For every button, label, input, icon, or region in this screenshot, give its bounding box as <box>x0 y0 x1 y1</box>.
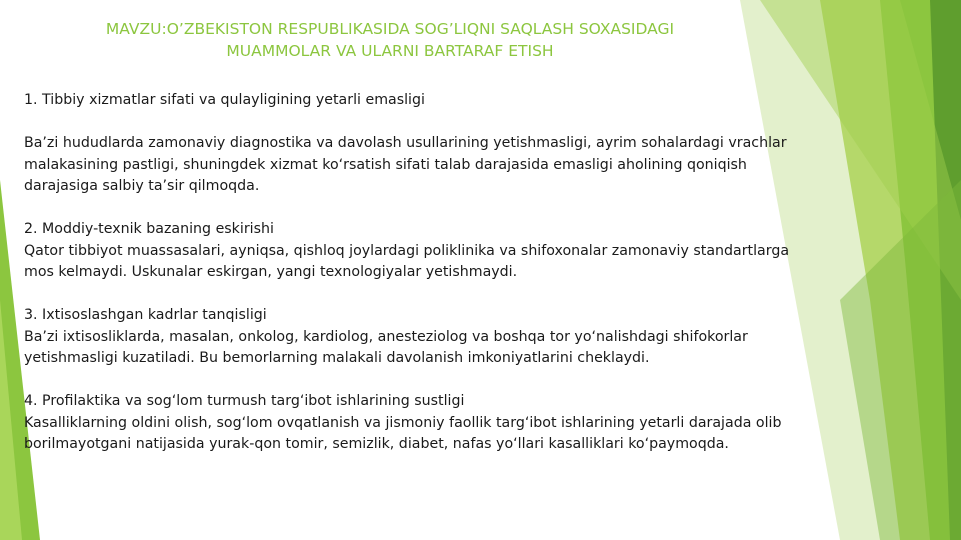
section-heading: 1. Tibbiy xizmatlar sifati va qulayligining yetarli emasligi <box>24 92 425 108</box>
section-text-line: malakasining pastligi, shuningdek xizmat ko‘rsatish sifati talab darajasida emasligi aholining qoniqish <box>24 156 747 173</box>
section-text-line: Kasalliklarning oldini olish, sog‘lom ovqatlanish va jismoniy faollik targ‘ibot ishlarining yetarli darajada olib <box>24 414 782 431</box>
section-3 <box>24 305 924 370</box>
section-heading: 3. Ixtisoslashgan kadrlar tanqisligi <box>24 307 267 323</box>
section-text-line: Ba’zi ixtisosliklarda, masalan, onkolog, kardiolog, anesteziolog va boshqa tor yo‘nalishdagi shifokorlar <box>24 328 748 345</box>
slide-title <box>40 18 740 62</box>
section-heading: 2. Moddiy-texnik bazaning eskirishi <box>24 221 274 237</box>
slide-title-line-2: MUAMMOLAR VA ULARNI BARTARAF ETISH <box>226 42 554 60</box>
section-text-line: Qator tibbiyot muassasalari, ayniqsa, qishloq joylardagi poliklinika va shifoxonalar zamonaviy standartlarga <box>24 242 790 259</box>
section-text-line: yetishmasligi kuzatiladi. Bu bemorlarning malakali davolanish imkoniyatlarini cheklaydi. <box>24 350 650 366</box>
slide-body <box>24 90 924 477</box>
section-2 <box>24 219 924 284</box>
section-text-line: borilmayotgani natijasida yurak-qon tomir, semizlik, diabet, nafas yo‘llari kasalliklari ko‘paymoqda. <box>24 436 729 452</box>
slide-title-line-1: MAVZU:O’ZBEKISTON RESPUBLIKASIDA SOG’LIQNI SAQLASH SOXASIDAGI <box>105 20 675 38</box>
section-1 <box>24 90 924 198</box>
section-4 <box>24 391 924 456</box>
section-heading: 4. Profilaktika va sog‘lom turmush targ‘ibot ishlarining sustligi <box>24 393 465 409</box>
section-text-line: darajasiga salbiy ta’sir qilmoqda. <box>24 178 260 194</box>
section-text-line: Ba’zi hududlarda zamonaviy diagnostika va davolash usullarining yetishmasligi, ayrim sohalardagi vrachlar <box>24 135 787 151</box>
section-text-line: mos kelmaydi. Uskunalar eskirgan, yangi texnologiyalar yetishmaydi. <box>24 264 518 280</box>
